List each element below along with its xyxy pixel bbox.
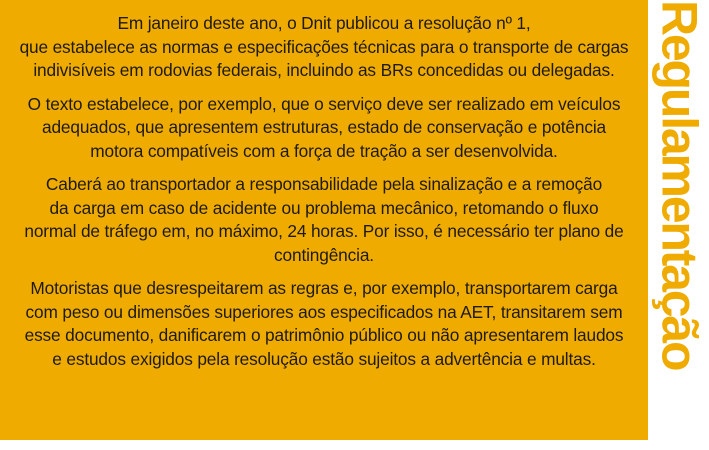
paragraph-resolution: Em janeiro deste ano, o Dnit publicou a resolução nº 1, que estabelece as normas e especificações técnicas para o transporte de cargas indivisíveis em rodovias federais, incluindo as BRs concedidas ou delegadas. — [19, 13, 629, 80]
paragraph-penalties: Motoristas que desrespeitarem as regras e, por exemplo, transportarem carga com peso ou dimensões superiores aos especificados na AET, transitarem sem esse documento, danificarem o patrimônio público ou não apresentarem laudos e estudos exigidos pela resolução estão sujeitos a advertência e multas. — [24, 278, 624, 369]
side-column — [648, 0, 709, 450]
side-title: Regulamentação — [651, 0, 707, 370]
paragraph-responsibility: Caberá ao transportador a responsabilidade pela sinalização e a remoção da carga em caso de acidente ou problema mecânico, retomando o fluxo normal de tráfego em, no máximo, 24 horas. Por isso, é necessário ter plano de contingência. — [24, 174, 624, 265]
paragraph-vehicles: O texto estabelece, por exemplo, que o serviço deve ser realizado em veículos adequados, que apresentem estruturas, estado de conservação e potência motora compatíveis com a força de tração a ser desenvolvida. — [27, 93, 621, 161]
